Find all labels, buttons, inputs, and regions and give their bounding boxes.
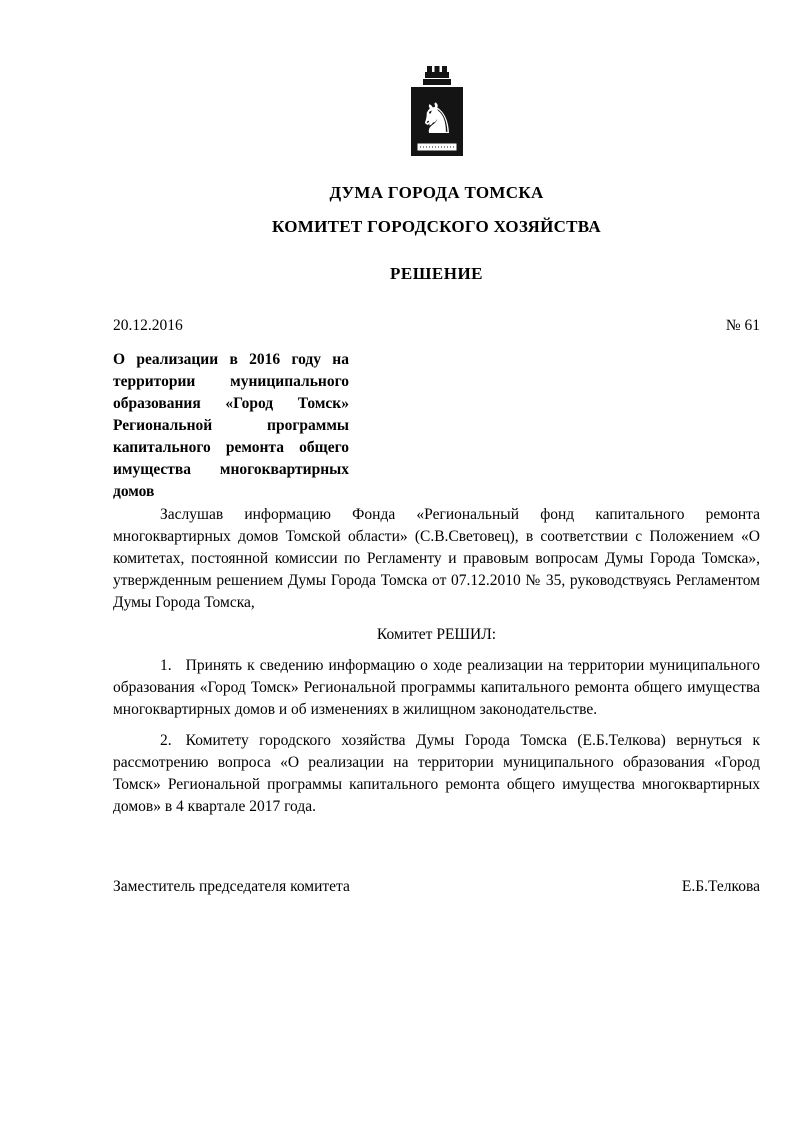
document-type-heading: РЕШЕНИЕ	[389, 264, 483, 283]
meta-line	[113, 315, 760, 337]
resolved-heading: Комитет РЕШИЛ:	[376, 626, 497, 643]
emblem-container	[113, 66, 760, 171]
horse-icon: ♞	[417, 94, 456, 143]
resolution-item-1	[113, 655, 760, 721]
signature-name: Е.Б.Телкова	[681, 878, 760, 895]
resolution-item-2	[113, 730, 760, 818]
item-text: Комитету городского хозяйства Думы Города Томска (Е.Б.Телкова) вернуться к рассмотрению вопроса «О реализации на территории муниципального образования «Город Томск» Региональной программы капитального ремонта общего имущества многоквартирных домов» в 4 квартале 2017 года.	[113, 732, 760, 815]
tomsk-coat-of-arms-icon	[404, 66, 470, 164]
item-number: 2.	[160, 732, 172, 749]
crown-icon	[423, 66, 451, 85]
item-text: Принять к сведению информацию о ходе реализации на территории муниципального образования «Город Томск» Региональной программы капитального ремонта общего имущества многоквартирных домов и об изменениях в жилищном законодательстве.	[113, 657, 760, 718]
document-date: 20.12.2016	[113, 317, 183, 334]
item-number: 1.	[160, 657, 172, 674]
signature-title: Заместитель председателя комитета	[113, 878, 350, 895]
intro-paragraph: Заслушав информацию Фонда «Региональный фонд капитального ремонта многоквартирных домов Томской области» (С.В.Световец), в соответствии с Положением «О комитетах, постоянной комиссии по Регламенту и правовым вопросам Думы Города Томска», утвержденным решением Думы Города Томска от 07.12.2010 № 35, руководствуясь Регламентом Думы Города Томска,	[113, 506, 760, 611]
document-number: № 61	[725, 317, 760, 334]
org-name: ДУМА ГОРОДА ТОМСКА	[329, 183, 544, 202]
signature-block	[113, 876, 760, 898]
document-subject: О реализации в 2016 году на территории муниципального образования «Город Томск» Региональной программы капитального ремонта общего имущества многоквартирных домов	[113, 351, 349, 500]
committee-name: КОМИТЕТ ГОРОДСКОГО ХОЗЯЙСТВА	[272, 217, 601, 236]
